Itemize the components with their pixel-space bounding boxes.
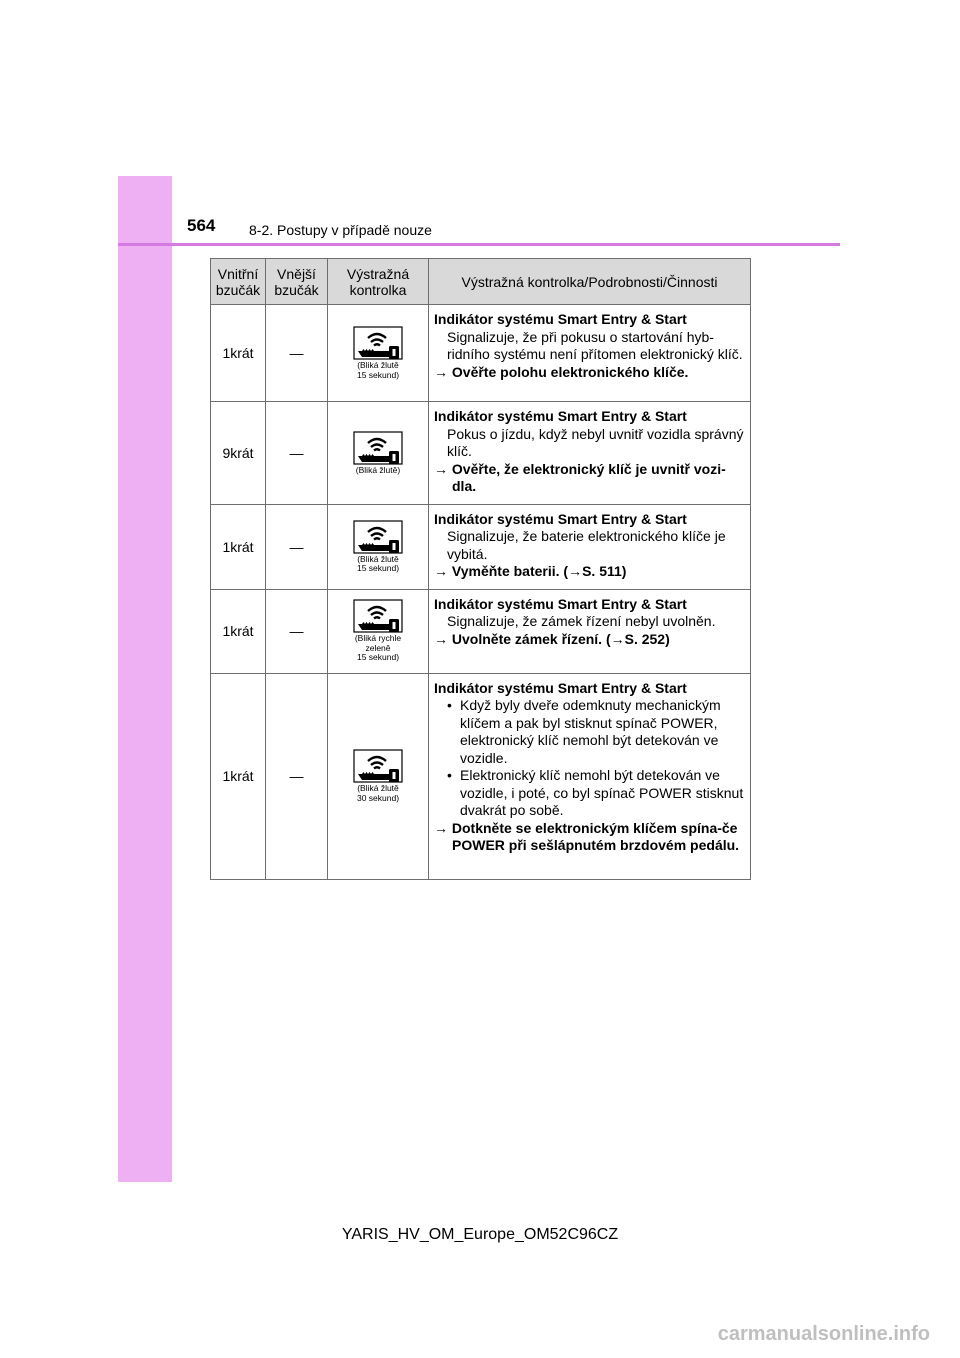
table-header-row (211, 259, 751, 305)
details-cell (429, 402, 751, 505)
exterior-buzzer-count: — (266, 504, 328, 589)
detail-title: Indikátor systému Smart Entry & Start (434, 408, 687, 424)
indicator-caption: (Bliká žlutě) (355, 464, 401, 475)
interior-buzzer-count: 1krát (211, 589, 266, 673)
header-exterior-buzzer: Vnější bzučák (266, 259, 328, 305)
details-cell (429, 305, 751, 402)
interior-buzzer-count: 1krát (211, 305, 266, 402)
detail-text: Signalizuje, že baterie elektronického klíče je vybitá. (447, 528, 726, 562)
table-row (211, 504, 751, 589)
section-title: 8-2. Postupy v případě nouze (249, 222, 432, 238)
warning-table (210, 258, 751, 880)
exterior-buzzer-count: — (266, 589, 328, 673)
exterior-buzzer-count: — (266, 402, 328, 505)
indicator-cell (328, 504, 429, 589)
smart-key-indicator-icon (353, 599, 403, 633)
detail-text: Signalizuje, že při pokusu o startování hyb-ridního systému není přítomen elektronický klíč. (447, 328, 743, 362)
table-row (211, 589, 751, 673)
page-number: 564 (187, 216, 216, 235)
detail-bullet: • Když byly dveře odemknuty mechanickým klíčem a pak byl stisknut spínač POWER, elektronický klíč nemohl být detekován ve vozidle. (447, 697, 721, 766)
smart-key-indicator-icon (353, 431, 403, 465)
detail-title: Indikátor systému Smart Entry & Start (434, 595, 687, 612)
detail-action: → Vyměňte baterii. (→S. 511) (434, 563, 627, 579)
interior-buzzer-count: 9krát (211, 402, 266, 505)
detail-text: Signalizuje, že zámek řízení nebyl uvolněn. (447, 613, 716, 629)
details-cell (429, 589, 751, 673)
watermark: carmanualsonline.info (717, 1323, 930, 1345)
exterior-buzzer-count: — (266, 305, 328, 402)
detail-title: Indikátor systému Smart Entry & Start (434, 510, 687, 527)
smart-key-indicator-icon (353, 749, 403, 783)
details-cell (429, 673, 751, 879)
indicator-cell (328, 402, 429, 505)
header-interior-buzzer: Vnitřní bzučák (211, 259, 266, 305)
exterior-buzzer-count: — (266, 673, 328, 879)
header-warning-light: Výstražná kontrolka (328, 259, 429, 305)
detail-action: → Dotkněte se elektronickým klíčem spína-če POWER při sešlápnutém brzdovém pedálu. (434, 819, 740, 853)
detail-action: → Uvolněte zámek řízení. (→S. 252) (434, 630, 670, 647)
indicator-caption: (Bliká žlutě 15 sekund) (356, 360, 400, 380)
header-details: Výstražná kontrolka/Podrobnosti/Činnosti (429, 259, 751, 305)
table-row (211, 673, 751, 879)
detail-action: → Ověřte polohu elektronického klíče. (434, 363, 689, 380)
details-cell (429, 504, 751, 589)
indicator-cell (328, 305, 429, 402)
smart-key-indicator-icon (353, 326, 403, 360)
interior-buzzer-count: 1krát (211, 673, 266, 879)
indicator-caption: (Bliká žlutě 15 sekund) (356, 553, 400, 573)
detail-title: Indikátor systému Smart Entry & Start (434, 679, 687, 696)
smart-key-indicator-icon (353, 520, 403, 554)
table-row (211, 402, 751, 505)
chapter-side-band (118, 176, 172, 1182)
detail-title: Indikátor systému Smart Entry & Start (434, 311, 687, 327)
detail-text: Pokus o jízdu, když nebyl uvnitř vozidla správný klíč. (447, 425, 744, 459)
interior-buzzer-count: 1krát (211, 504, 266, 589)
indicator-cell (328, 589, 429, 673)
document-code: YARIS_HV_OM_Europe_OM52C96CZ (341, 1226, 619, 1243)
detail-action: → Ověřte, že elektronický klíč je uvnitř vozi-dla. (434, 460, 726, 494)
header-divider (118, 243, 840, 246)
indicator-caption: (Bliká rychle zeleně 15 sekund) (354, 633, 402, 663)
indicator-cell (328, 673, 429, 879)
detail-bullet: • Elektronický klíč nemohl být detekován ve vozidle, i poté, co byl spínač POWER stisknut dvakrát po sobě. (447, 767, 744, 818)
indicator-caption: (Bliká žlutě 30 sekund) (356, 783, 400, 803)
table-row (211, 305, 751, 402)
